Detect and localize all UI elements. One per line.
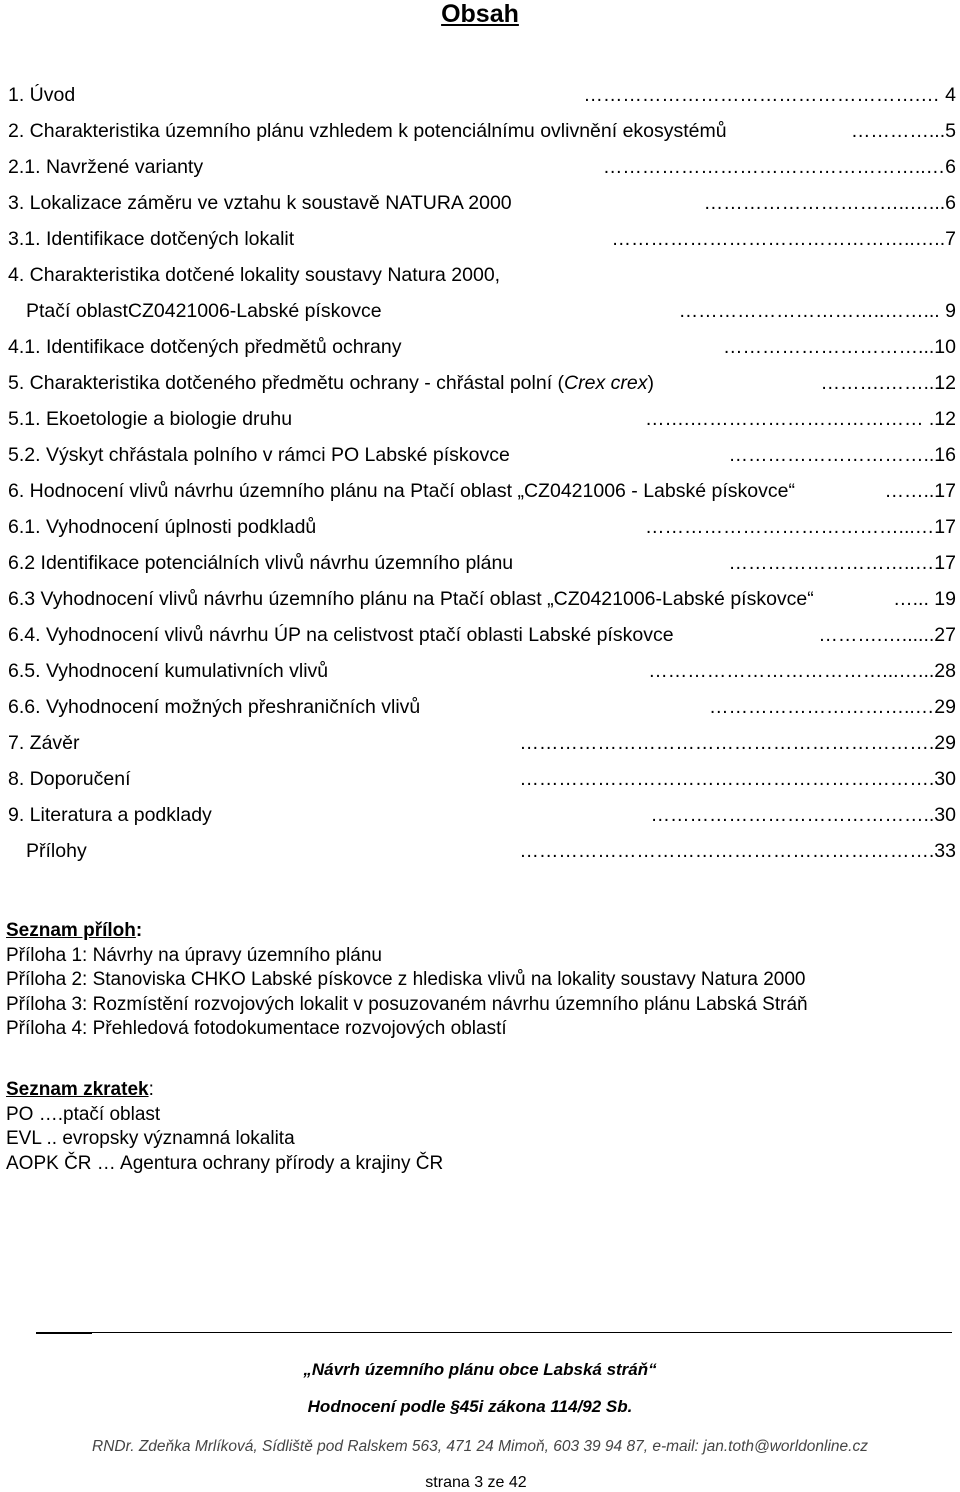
toc-entry-page: ……………………………………………………….30 xyxy=(519,768,956,790)
species-name: Crex crex xyxy=(564,372,648,394)
toc-entry-title: 5.1. Ekoetologie a biologie druhu xyxy=(8,408,293,430)
toc-entry[interactable] xyxy=(0,152,960,182)
toc-entry-page: …………………………………………….… 4 xyxy=(583,84,956,106)
toc-entry-title: 9. Literatura a podklady xyxy=(8,804,212,826)
attachments-heading-row xyxy=(6,919,808,944)
toc-entry[interactable] xyxy=(0,476,960,506)
toc-entry-page: …….……………………………… .12 xyxy=(645,408,956,430)
toc-entry[interactable] xyxy=(0,116,960,146)
toc-entry[interactable] xyxy=(0,764,960,794)
abbreviations-heading: Seznam zkratek xyxy=(6,1079,149,1100)
abbreviation-item: AOPK ČR … Agentura ochrany přírody a krajiny ČR xyxy=(6,1152,444,1174)
footer-project-title: „Návrh územního plánu obce Labská stráň“ xyxy=(303,1360,657,1379)
toc-entry-title: 2.1. Navržené varianty xyxy=(8,156,204,178)
footer-divider-accent xyxy=(36,1332,92,1334)
footer-divider xyxy=(36,1332,952,1333)
toc-entry-title: 6.3 Vyhodnocení vlivů návrhu územního plánu na Ptačí oblast „CZ0421006-Labské pískovce“ xyxy=(8,588,814,610)
toc-entry[interactable] xyxy=(0,512,960,542)
toc-entry-title: 6.5. Vyhodnocení kumulativních vlivů xyxy=(8,660,329,682)
toc-entry-title: Přílohy xyxy=(26,840,87,862)
toc-entry-page: …………………………..…...6 xyxy=(703,192,956,214)
toc-entry-title: 7. Závěr xyxy=(8,732,80,754)
abbreviations-heading-colon: : xyxy=(148,1079,154,1100)
attachment-item: Příloha 3: Rozmístění rozvojových lokalit v posuzovaném návrhu územního plánu Labská Stráň xyxy=(6,993,808,1015)
toc-entry-title: 4.1. Identifikace dotčených předmětů ochrany xyxy=(8,336,402,358)
toc-entry[interactable] xyxy=(0,440,960,470)
toc-entry-title: 5. Charakteristika dotčeného předmětu ochrany - chřástal polní (Crex crex) xyxy=(8,372,654,394)
toc-entry[interactable] xyxy=(0,80,960,110)
toc-entry[interactable] xyxy=(0,332,960,362)
toc-entry-page: …………………………..16 xyxy=(728,444,956,466)
toc-entry-page: …………………………………...…17 xyxy=(645,516,956,538)
toc-entry-title: 6.4. Vyhodnocení vlivů návrhu ÚP na celistvost ptačí oblasti Labské pískovce xyxy=(8,624,674,646)
toc-entry-page: ……….……..12 xyxy=(820,372,956,394)
toc-entry[interactable] xyxy=(0,584,960,614)
toc-entry[interactable] xyxy=(0,404,960,434)
toc-entry-title: 4. Charakteristika dotčené lokality soustavy Natura 2000, xyxy=(8,264,501,286)
toc-entry-title: 3. Lokalizace záměru ve vztahu k soustavě NATURA 2000 xyxy=(8,192,512,214)
toc-entry-page: …………………………………………..…6 xyxy=(602,156,956,178)
attachments-heading-colon: : xyxy=(135,920,143,941)
toc-entry-page: …………...5 xyxy=(850,120,956,142)
toc-entry-page: ……….…......27 xyxy=(818,624,956,646)
footer-author-contact: RNDr. Zdeňka Mrlíková, Sídliště pod Ralskem 563, 471 24 Mimoň, 603 39 94 87, e-mail: jan.toth@worldonline.cz xyxy=(92,1438,868,1455)
toc-entry-title: Ptačí oblastCZ0421006-Labské pískovce xyxy=(26,300,382,322)
toc-entry-title: 6.1. Vyhodnocení úplnosti podkladů xyxy=(8,516,317,538)
abbreviation-item: EVL .. evropsky významná lokalita xyxy=(6,1128,295,1149)
toc-entry[interactable] xyxy=(0,296,960,326)
toc-entry-page: …………………………...10 xyxy=(723,336,956,358)
page-number: strana 3 ze 42 xyxy=(425,1474,527,1491)
footer-law-reference: Hodnocení podle §45i zákona 114/92 Sb. xyxy=(307,1397,633,1416)
abbreviations-heading-row xyxy=(6,1078,443,1103)
page-title: Obsah xyxy=(441,0,519,28)
toc-entry[interactable] xyxy=(0,836,960,866)
toc-entry[interactable] xyxy=(0,548,960,578)
toc-entry-title: 2. Charakteristika územního plánu vzhledem k potenciálnímu ovlivnění ekosystémů xyxy=(8,120,727,142)
toc-entry-page: ……..17 xyxy=(884,480,956,502)
toc-entry-page: …... 19 xyxy=(893,588,956,610)
toc-entry[interactable] xyxy=(0,692,960,722)
toc-entry-title: 3.1. Identifikace dotčených lokalit xyxy=(8,228,295,250)
toc-entry-title: 6.2 Identifikace potenciálních vlivů návrhu územního plánu xyxy=(8,552,514,574)
toc-entry-title: 1. Úvod xyxy=(8,84,76,106)
toc-entry-page: …………………………..……... 9 xyxy=(678,300,956,322)
toc-entry-page: ……………………………………..30 xyxy=(650,804,956,826)
abbreviation-item: PO ….ptačí oblast xyxy=(6,1103,161,1125)
toc-entry[interactable] xyxy=(0,728,960,758)
toc-entry-page: …………………………..…29 xyxy=(708,696,956,718)
attachments-list xyxy=(6,919,808,1042)
attachment-item: Příloha 1: Návrhy na úpravy územního plánu xyxy=(6,944,382,966)
toc-entry-title: 5.2. Výskyt chřástala polního v rámci PO Labské pískovce xyxy=(8,444,510,466)
toc-entry-page: ……………………………………………………….33 xyxy=(519,840,956,862)
attachments-heading: Seznam příloh xyxy=(6,920,136,941)
toc-entry-title: 6.6. Vyhodnocení možných přeshraničních vlivů xyxy=(8,696,421,718)
attachment-item: Příloha 2: Stanoviska CHKO Labské pískovce z hlediska vlivů na lokality soustavy Natura 2000 xyxy=(6,969,806,990)
toc-entry-page: ………………………..…17 xyxy=(728,552,956,574)
toc-entry-title: 6. Hodnocení vlivů návrhu územního plánu na Ptačí oblast „CZ0421006 - Labské pískovce“ xyxy=(8,480,795,502)
abbreviations-list xyxy=(6,1078,443,1176)
toc-entry-page: ………………………………………..…..7 xyxy=(611,228,956,250)
toc-entry[interactable] xyxy=(0,368,960,398)
toc-entry[interactable] xyxy=(0,620,960,650)
toc-entry[interactable] xyxy=(0,260,960,290)
toc-entry[interactable] xyxy=(0,800,960,830)
attachment-item: Příloha 4: Přehledová fotodokumentace rozvojových oblastí xyxy=(6,1018,507,1039)
toc-entry-page: ………………………………...…...28 xyxy=(648,660,956,682)
toc-entry-page: ……………………………………………………….29 xyxy=(519,732,956,754)
toc-entry-title: 8. Doporučení xyxy=(8,768,131,790)
toc-entry[interactable] xyxy=(0,188,960,218)
toc-entry[interactable] xyxy=(0,224,960,254)
toc-entry[interactable] xyxy=(0,656,960,686)
